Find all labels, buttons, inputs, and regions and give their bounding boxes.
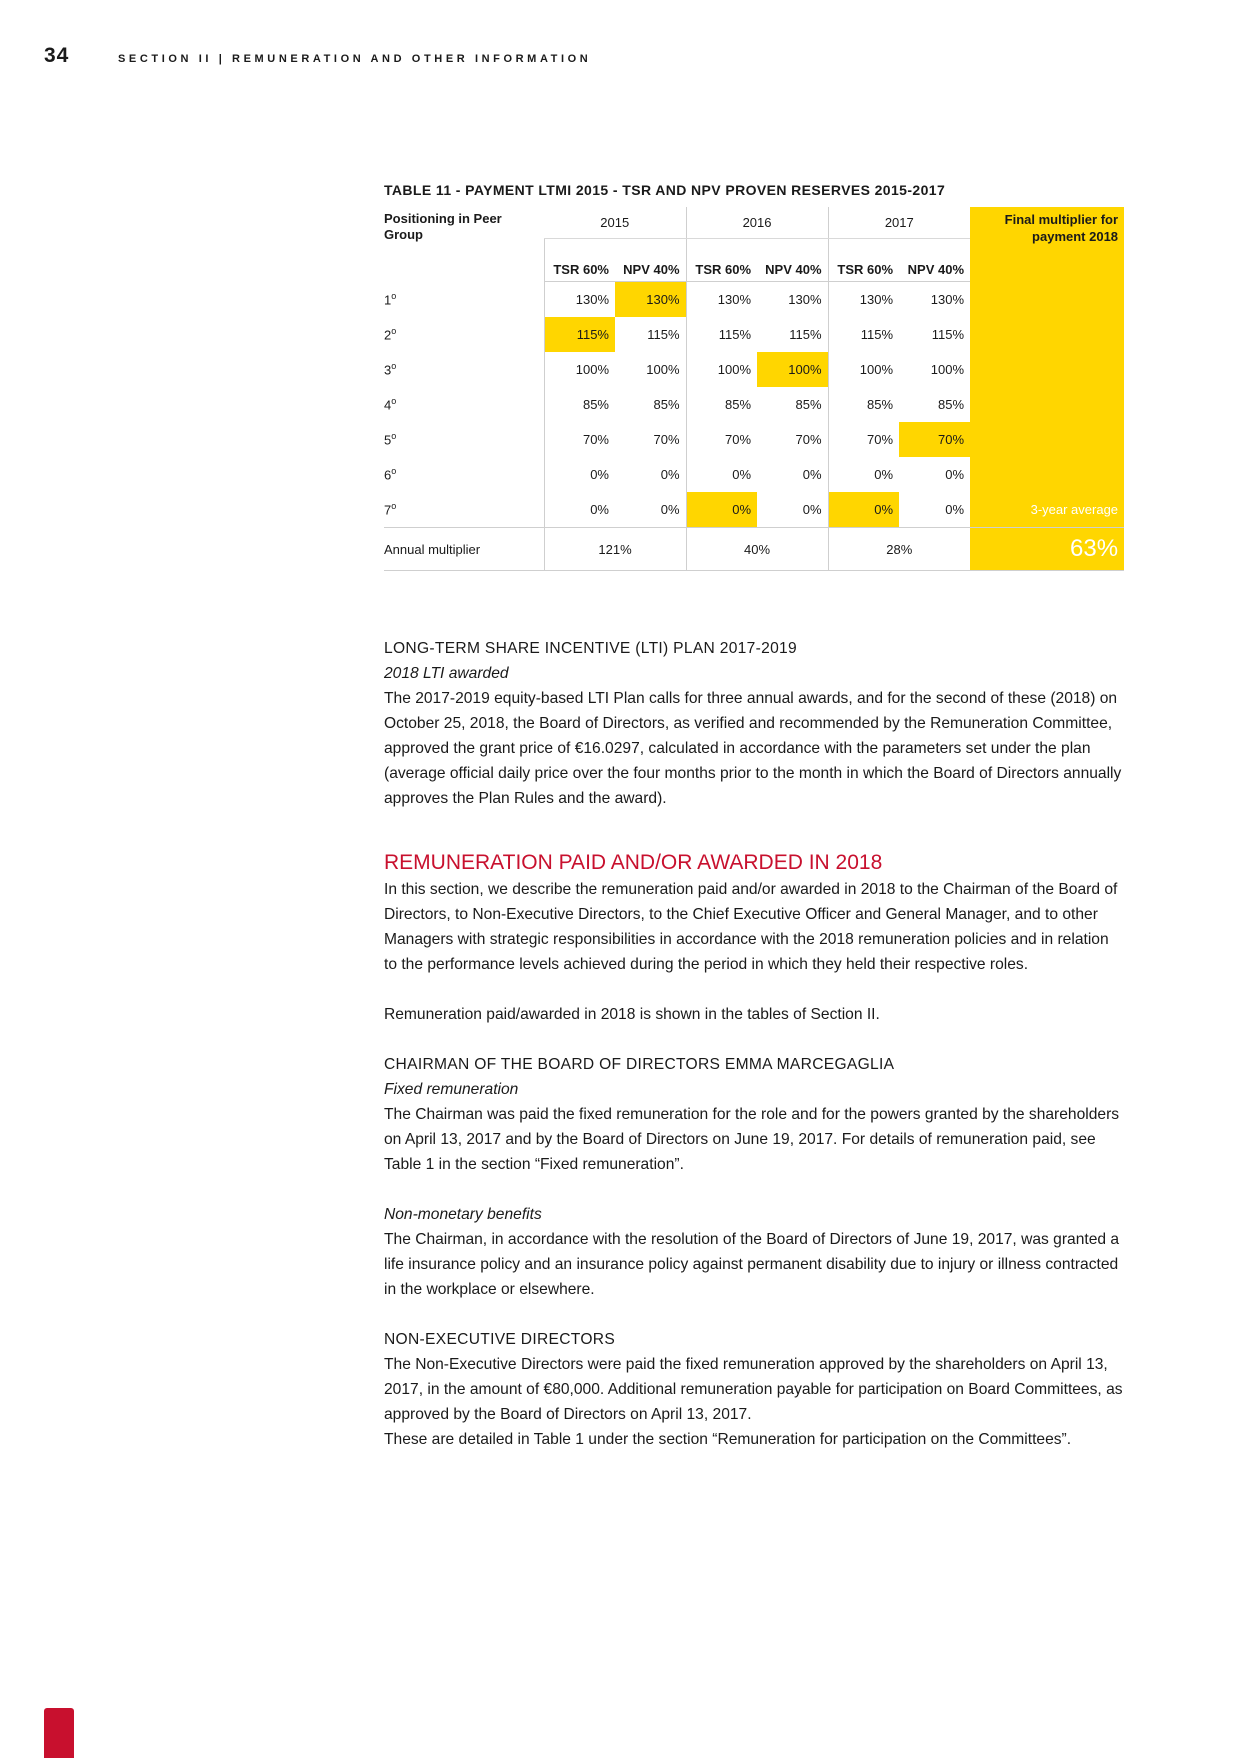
annual-value: 121% [544, 528, 686, 571]
value-cell: 115% [647, 327, 680, 342]
fixed-remuneration-subheading: Fixed remuneration [384, 1081, 519, 1098]
value-cell-highlighted: 100% [757, 352, 828, 387]
remuneration-title: REMUNERATION PAID AND/OR AWARDED IN 2018 [384, 851, 883, 874]
final-multiplier-header: Final multiplier for payment 2018 [970, 207, 1124, 282]
lti-subheading: 2018 LTI awarded [384, 665, 509, 682]
value-cell: 85% [686, 387, 757, 422]
fixed-remuneration-paragraph: The Chairman was paid the fixed remuneration for the role and for the powers granted by the shareholders on April 13, 2017 and by the Board of Directors on June 19, 2017. For details of remuneration paid, see Table 1 in the section “Fixed remuneration”. [384, 1106, 1120, 1173]
value-cell: 100% [686, 352, 757, 387]
value-cell: 85% [653, 397, 680, 412]
value-cell: 100% [544, 352, 615, 387]
final-cell [970, 282, 1124, 318]
value-cell: 0% [660, 467, 680, 482]
value-cell: 0% [660, 502, 680, 517]
three-year-average-label: 3-year average [970, 492, 1124, 528]
value-cell: 115% [828, 317, 899, 352]
value-cell: 70% [828, 422, 899, 457]
sub-header: TSR 60% [686, 239, 757, 282]
value-cell: 100% [828, 352, 899, 387]
position-cell: 6$^o$ [384, 466, 397, 483]
position-cell: 4$^o$ [384, 396, 397, 413]
value-cell: 0% [945, 467, 965, 482]
final-cell [970, 387, 1124, 422]
sub-header: NPV 40% [899, 239, 970, 282]
year-header: 2017 [828, 207, 970, 239]
value-cell: 70% [544, 422, 615, 457]
table-row [384, 352, 1124, 387]
value-cell: 85% [795, 397, 822, 412]
value-cell: 70% [653, 432, 680, 447]
annual-value: 28% [828, 528, 970, 571]
non-executive-paragraph: These are detailed in Table 1 under the section “Remuneration for participation on the Committees”. [384, 1431, 1072, 1448]
benefits-paragraph: The Chairman, in accordance with the resolution of the Board of Directors of June 19, 2017, was granted a life insurance policy and an insurance policy against permanent disability due to injury or illness contracted in the workplace or elsewhere. [384, 1231, 1120, 1298]
value-cell-highlighted: 70% [899, 422, 970, 457]
value-cell: 115% [789, 327, 822, 342]
page-tab-marker [44, 1708, 74, 1758]
value-cell: 0% [802, 467, 822, 482]
lti-paragraph: The 2017-2019 equity-based LTI Plan calls for three annual awards, and for the second of these (2018) on October 25, 2018, the Board of Directors, as verified and recommended by the Remuneration Committee, approved the grant price of €16.0297, calculated in accordance with the parameters set under the plan (average official daily price over the four months prior to the month in which the Board of Directors annually approves the Plan Rules and the award). [384, 690, 1122, 807]
sub-header: TSR 60% [544, 239, 615, 282]
chairman-heading: CHAIRMAN OF THE BOARD OF DIRECTORS EMMA MARCEGAGLIA [384, 1056, 895, 1073]
benefits-subheading: Non-monetary benefits [384, 1206, 542, 1223]
table-row [384, 457, 1124, 492]
value-cell-highlighted: 0% [686, 492, 757, 528]
value-cell: 115% [686, 317, 757, 352]
value-cell: 85% [828, 387, 899, 422]
non-executive-paragraph: The Non-Executive Directors were paid the fixed remuneration approved by the shareholders on April 13, 2017, in the amount of €80,000. Additional remuneration payable for participation on Board Committees, as approved by the Board of Directors on April 13, 2017. [384, 1356, 1123, 1423]
position-cell: 5$^o$ [384, 431, 397, 448]
section-label: SECTION II | REMUNERATION AND OTHER INFORMATION [118, 53, 592, 65]
sub-header: TSR 60% [828, 239, 899, 282]
value-cell: 130% [686, 282, 757, 318]
value-cell: 70% [686, 422, 757, 457]
table-title: TABLE 11 - PAYMENT LTMI 2015 - TSR AND NPV PROVEN RESERVES 2015-2017 [384, 182, 946, 198]
value-cell-highlighted: 0% [828, 492, 899, 528]
value-cell: 0% [686, 457, 757, 492]
final-cell [970, 422, 1124, 457]
final-cell [970, 352, 1124, 387]
value-cell: 85% [544, 387, 615, 422]
body-content [384, 636, 1124, 1452]
value-cell: 100% [930, 362, 965, 377]
value-cell: 100% [646, 362, 680, 377]
value-cell-highlighted: 115% [544, 317, 615, 352]
annual-multiplier-row [384, 528, 1124, 571]
annual-value: 40% [686, 528, 828, 571]
three-year-average-value: 63% [970, 528, 1124, 571]
sub-header: NPV 40% [757, 239, 828, 282]
non-executive-heading: NON-EXECUTIVE DIRECTORS [384, 1331, 616, 1348]
page-header [44, 44, 591, 68]
remuneration-paragraph: In this section, we describe the remuneration paid and/or awarded in 2018 to the Chairman of the Board of Directors, to Non-Executive Directors, to the Chief Executive Officer and General Manager, and to other Managers with strategic responsibilities in accordance with the 2018 remuneration policies and in relation to the performance levels achieved during the period in which they held their respective roles. [384, 881, 1118, 973]
final-cell [970, 317, 1124, 352]
year-header: 2015 [544, 207, 686, 239]
annual-multiplier-label: Annual multiplier [384, 528, 544, 571]
position-cell: 3$^o$ [384, 361, 397, 378]
table-row [384, 422, 1124, 457]
position-header: Positioning in Peer Group [384, 211, 502, 242]
value-cell: 130% [788, 292, 822, 307]
table-row [384, 387, 1124, 422]
value-cell: 0% [544, 457, 615, 492]
value-cell: 0% [544, 492, 615, 528]
table-row [384, 492, 1124, 528]
final-cell [970, 457, 1124, 492]
position-cell: 1$^o$ [384, 291, 397, 308]
year-header: 2016 [686, 207, 828, 239]
value-cell: 130% [828, 282, 899, 318]
value-cell: 85% [938, 397, 965, 412]
position-cell: 2$^o$ [384, 326, 397, 343]
sub-header: NPV 40% [615, 239, 686, 282]
lti-heading: LONG-TERM SHARE INCENTIVE (LTI) PLAN 2017-2019 [384, 640, 797, 657]
value-cell: 0% [802, 502, 822, 517]
value-cell-highlighted: 130% [615, 282, 686, 318]
remuneration-paragraph: Remuneration paid/awarded in 2018 is shown in the tables of Section II. [384, 1006, 880, 1023]
value-cell: 130% [930, 292, 965, 307]
value-cell: 70% [795, 432, 822, 447]
value-cell: 130% [544, 282, 615, 318]
page-number: 34 [44, 44, 70, 67]
value-cell: 0% [828, 457, 899, 492]
table-row [384, 317, 1124, 352]
ltmi-payment-table [384, 207, 1124, 571]
value-cell: 115% [931, 327, 965, 342]
value-cell: 0% [945, 502, 965, 517]
table-row [384, 282, 1124, 318]
position-cell: 7$^o$ [384, 501, 397, 518]
